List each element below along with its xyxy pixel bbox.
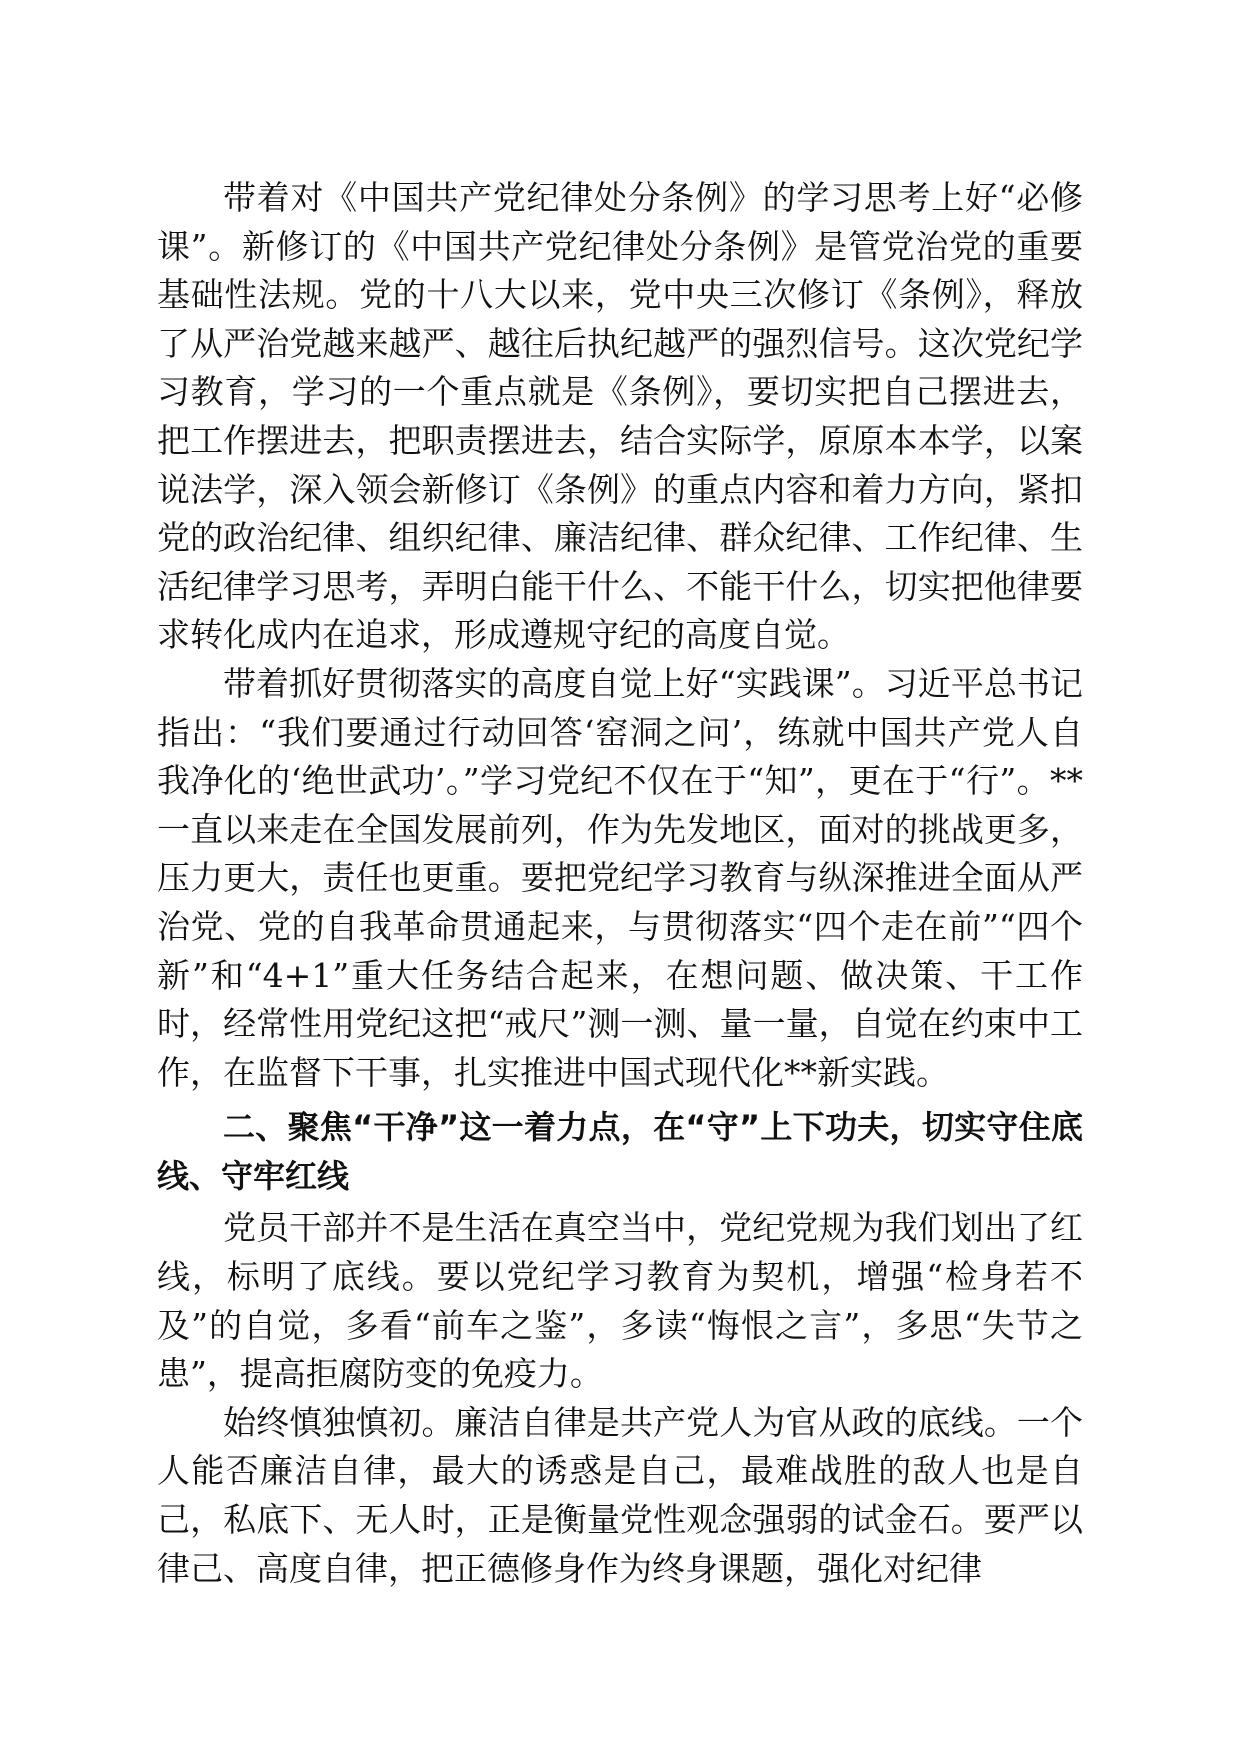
paragraph-self-discipline: 始终慎独慎初。廉洁自律是共产党人为官从政的底线。一个人能否廉洁自律，最大的诱惑是自己，最难战胜的敌人也是自己，私底下、无人时，正是衡量党性观念强弱的试金石。要严以律己、高度自律，把正德修身作为终身课题，强化对纪律 <box>157 1402 1083 1588</box>
paragraph-bottom-line: 党员干部并不是生活在真空当中，党纪党规为我们划出了红线，标明了底线。要以党纪学习教育为契机，增强“检身若不及”的自觉，多看“前车之鉴”，多读“悔恨之言”，多思“失节之患”，提高拒腐防变的免疫力。 <box>157 1208 1083 1394</box>
paragraph-discipline-regulations: 带着对《中国共产党纪律处分条例》的学习思考上好“必修课”。新修订的《中国共产党纪律处分条例》是管党治党的重要基础性法规。党的十八大以来，党中央三次修订《条例》，释放了从严治党越来越严、越往后执纪越严的强烈信号。这次党纪学习教育，学习的一个重点就是《条例》，要切实把自己摆进去，把工作摆进去，把职责摆进去，结合实际学，原原本本学，以案说法学，深入领会新修订《条例》的重点内容和着力方向，紧扣党的政治纪律、组织纪律、廉洁纪律、群众纪律、工作纪律、生活纪律学习思考，弄明白能干什么、不能干什么，切实把他律要求转化成内在追求，形成遵规守纪的高度自觉。 <box>157 178 1083 655</box>
section-heading-2: 二、聚焦“干净”这一着力点，在“守”上下功夫，切实守住底线、守牢红线 <box>157 1108 1083 1195</box>
document-body <box>157 174 1083 1593</box>
paragraph-practice-course: 带着抓好贯彻落实的高度自觉上好“实践课”。习近平总书记指出：“我们要通过行动回答‘窑洞之问’，练就中国共产党人自我净化的‘绝世武功’。”学习党纪不仅在于“知”，更在于“行”。**一直以来走在全国发展前列，作为先发地区，面对的挑战更多，压力更大，责任也更重。要把党纪学习教育与纵深推进全面从严治党、党的自我革命贯通起来，与贯彻落实“四个走在前”“四个新”和“4+1”重大任务结合起来，在想问题、做决策、干工作时，经常性用党纪这把“戒尺”测一测、量一量，自觉在约束中工作，在监督下干事，扎实推进中国式现代化**新实践。 <box>157 663 1083 1092</box>
